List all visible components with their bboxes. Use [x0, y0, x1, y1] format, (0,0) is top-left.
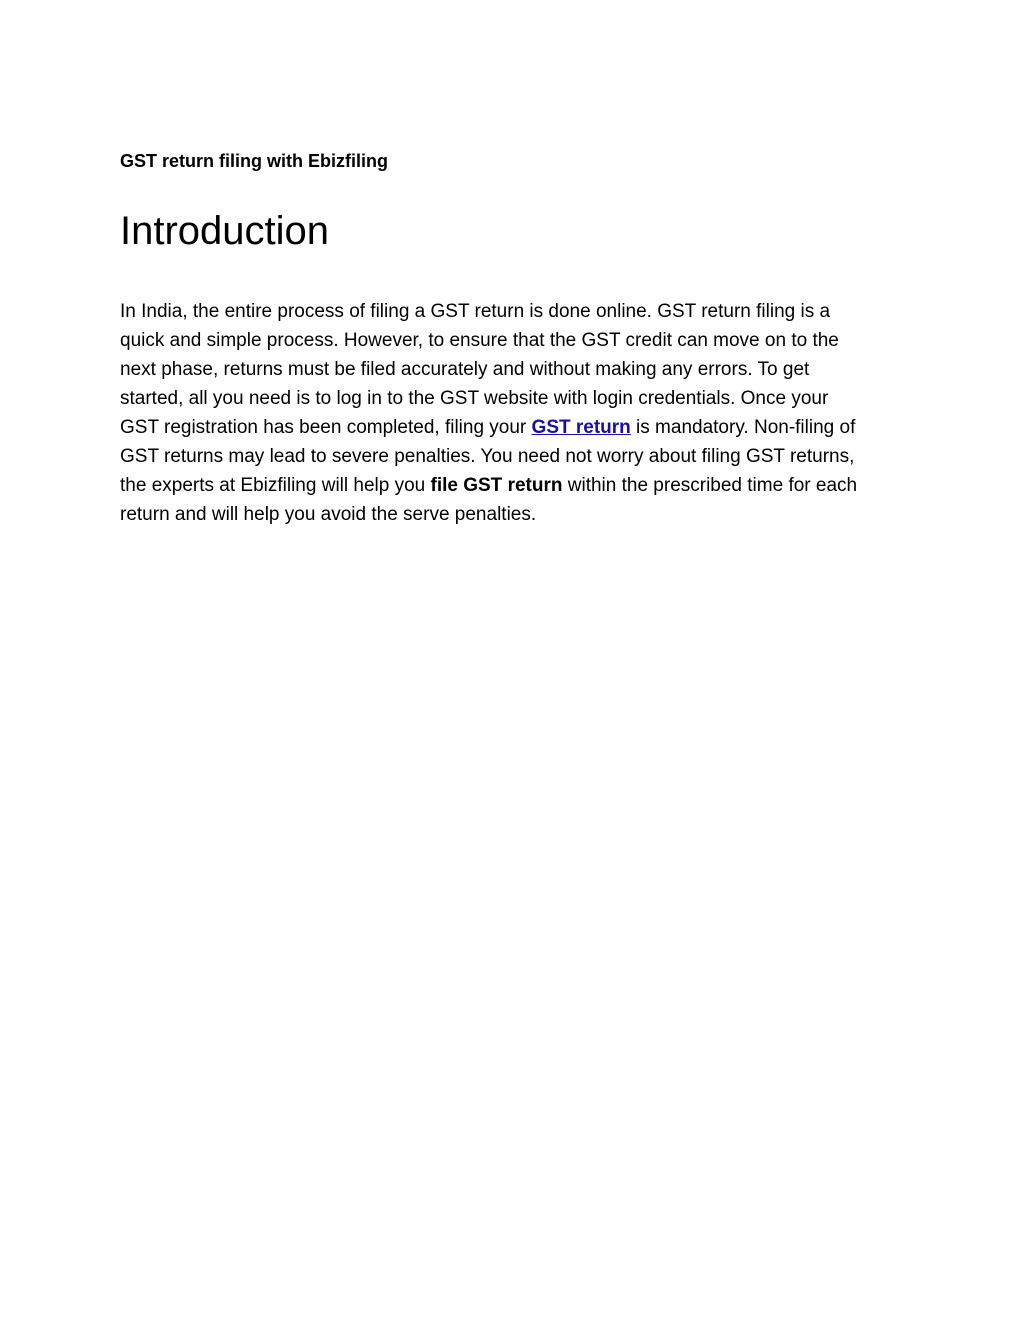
paragraph-line: quick and simple process. However, to ensure that the GST credit can move on to the — [120, 330, 839, 351]
paragraph-line — [120, 413, 904, 442]
paragraph-line — [120, 471, 904, 500]
paragraph-line: GST returns may lead to severe penalties. You need not worry about filing GST returns, — [120, 446, 855, 467]
paragraph-line: started, all you need is to log in to the GST website with login credentials. Once your — [120, 388, 829, 409]
introduction-paragraph — [120, 297, 904, 529]
paragraph-text: the experts at Ebizfiling will help you — [120, 475, 431, 496]
paragraph-line: next phase, returns must be filed accurately and without making any errors. To get — [120, 359, 810, 380]
document-title: Introduction — [120, 209, 330, 253]
document-page — [120, 0, 904, 1325]
paragraph-text: within the prescribed time for each — [562, 475, 858, 496]
paragraph-line: return and will help you avoid the serve penalties. — [120, 504, 537, 525]
gst-return-link[interactable]: GST return — [531, 417, 631, 438]
paragraph-text: is mandatory. Non-filing of — [630, 417, 856, 438]
paragraph-text: GST registration has been completed, filing your — [120, 417, 532, 438]
paragraph-line: In India, the entire process of filing a GST return is done online. GST return filing is a — [120, 301, 831, 322]
document-subtitle: GST return filing with Ebizfiling — [120, 151, 388, 171]
file-gst-return-emphasis: file GST return — [430, 475, 563, 496]
